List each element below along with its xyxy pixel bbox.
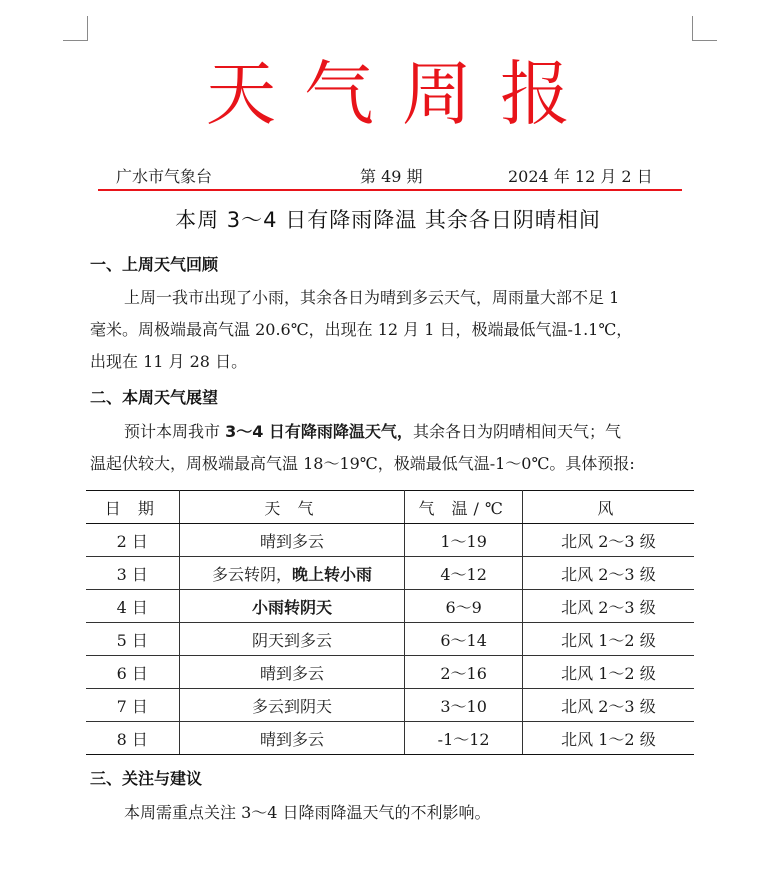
issue-info-line xyxy=(98,165,682,191)
cell-temperature: 6～9 xyxy=(405,590,522,623)
cell-weather: 多云转阴，晚上转小雨 xyxy=(179,557,405,590)
cell-day: 6 日 xyxy=(86,656,179,689)
headline: 本周 3～4 日有降雨降温 其余各日阴晴相间 xyxy=(175,208,601,232)
table-row xyxy=(86,524,694,557)
column-header-wind: 风 xyxy=(522,491,694,524)
cell-weather: 小雨转阴天 xyxy=(179,590,405,623)
column-header-temperature: 气 温/℃ xyxy=(405,491,522,524)
paragraph-line xyxy=(90,416,696,448)
cell-temperature: -1～12 xyxy=(405,722,522,755)
cell-wind: 北风 2～3 级 xyxy=(522,689,694,722)
paragraph-line: 本周需重点关注 3～4 日降雨降温天气的不利影响。 xyxy=(124,803,491,822)
forecast-table xyxy=(86,490,694,755)
section-title-outlook: 二、本周天气展望 xyxy=(90,388,219,407)
paragraph-line: 出现在 11 月 28 日。 xyxy=(90,352,248,371)
cell-weather: 晴到多云 xyxy=(179,524,405,557)
issue-number: 第 49 期 xyxy=(360,167,423,186)
table-row xyxy=(86,623,694,656)
table-row xyxy=(86,722,694,755)
paragraph-line: 毫米。周极端最高气温 20.6℃，出现在 12 月 1 日，极端最低气温-1.1℃， xyxy=(90,320,633,339)
cell-weather: 晴到多云 xyxy=(179,656,405,689)
cell-day: 4 日 xyxy=(86,590,179,623)
cell-day: 7 日 xyxy=(86,689,179,722)
table-row xyxy=(86,557,694,590)
cell-temperature: 3～10 xyxy=(405,689,522,722)
section-title-advice: 三、关注与建议 xyxy=(90,769,203,788)
cell-day: 3 日 xyxy=(86,557,179,590)
cell-wind: 北风 1～2 级 xyxy=(522,656,694,689)
page-corner-mark-top-right xyxy=(692,16,717,41)
paragraph-line: 温起伏较大，周极端最高气温 18～19℃，极端最低气温-1～0℃。具体预报: xyxy=(90,454,635,473)
cell-weather: 阴天到多云 xyxy=(179,623,405,656)
table-header-row xyxy=(86,491,694,524)
cell-temperature: 2～16 xyxy=(405,656,522,689)
cell-wind: 北风 2～3 级 xyxy=(522,524,694,557)
cell-wind: 北风 2～3 级 xyxy=(522,557,694,590)
cell-temperature: 6～14 xyxy=(405,623,522,656)
table-row xyxy=(86,590,694,623)
outlook-text: 预计本周我市 xyxy=(124,422,226,441)
cell-wind: 北风 1～2 级 xyxy=(522,623,694,656)
column-header-date: 日 期 xyxy=(86,491,179,524)
table-row xyxy=(86,689,694,722)
page-corner-mark-top-left xyxy=(63,16,88,41)
cell-day: 5 日 xyxy=(86,623,179,656)
outlook-highlight: 3～4 日有降雨降温天气， xyxy=(225,422,413,441)
section-outlook-paragraph xyxy=(90,416,696,480)
cell-weather: 多云到阴天 xyxy=(179,689,405,722)
issue-date: 2024 年 12 月 2 日 xyxy=(508,167,653,186)
cell-weather: 晴到多云 xyxy=(179,722,405,755)
cell-wind: 北风 1～2 级 xyxy=(522,722,694,755)
cell-day: 8 日 xyxy=(86,722,179,755)
column-header-weather: 天 气 xyxy=(179,491,405,524)
masthead-title: 天气周报 xyxy=(206,53,598,135)
table-row xyxy=(86,656,694,689)
issue-organization: 广水市气象台 xyxy=(116,167,213,186)
cell-temperature: 1～19 xyxy=(405,524,522,557)
section-advice-paragraph xyxy=(90,797,696,829)
cell-wind: 北风 2～3 级 xyxy=(522,590,694,623)
cell-temperature: 4～12 xyxy=(405,557,522,590)
cell-day: 2 日 xyxy=(86,524,179,557)
paragraph-line: 上周一我市出现了小雨，其余各日为晴到多云天气，周雨量大部不足 1 xyxy=(124,288,620,307)
section-review-paragraph xyxy=(90,282,696,378)
outlook-text: 其余各日为阴晴相间天气；气 xyxy=(412,422,621,441)
section-title-review: 一、上周天气回顾 xyxy=(90,255,219,274)
